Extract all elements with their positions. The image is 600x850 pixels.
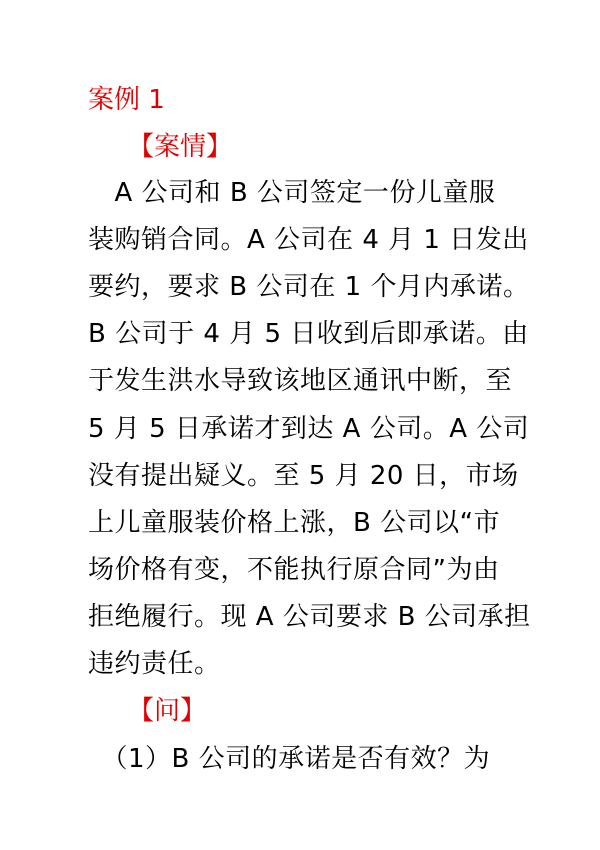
facts-line: 上儿童服装价格上涨，B 公司以“市	[88, 508, 501, 538]
facts-line: A 公司和 B 公司签定一份儿童服	[88, 178, 496, 208]
question-line: （1）B 公司的承诺是否有效？为	[88, 744, 491, 774]
facts-line: 5 月 5 日承诺才到达 A 公司。A 公司	[88, 414, 530, 444]
facts-line: 装购销合同。A 公司在 4 月 1 日发出	[88, 225, 529, 255]
facts-heading: 【案情】	[128, 132, 233, 162]
facts-line: 违约责任。	[88, 649, 221, 679]
facts-line: 没有提出疑义。至 5 月 20 日，市场	[88, 461, 519, 491]
facts-line: 于发生洪水导致该地区通讯中断，至	[88, 366, 513, 396]
facts-line: 要约，要求 B 公司在 1 个月内承诺。	[88, 272, 530, 302]
facts-line: 拒绝履行。现 A 公司要求 B 公司承担	[88, 602, 531, 632]
facts-line: B 公司于 4 月 5 日收到后即承诺。由	[88, 319, 529, 349]
facts-line: 场价格有变，不能执行原合同”为由	[88, 555, 500, 585]
question-heading: 【问】	[128, 696, 207, 726]
case-title: 案例 1	[88, 85, 165, 115]
